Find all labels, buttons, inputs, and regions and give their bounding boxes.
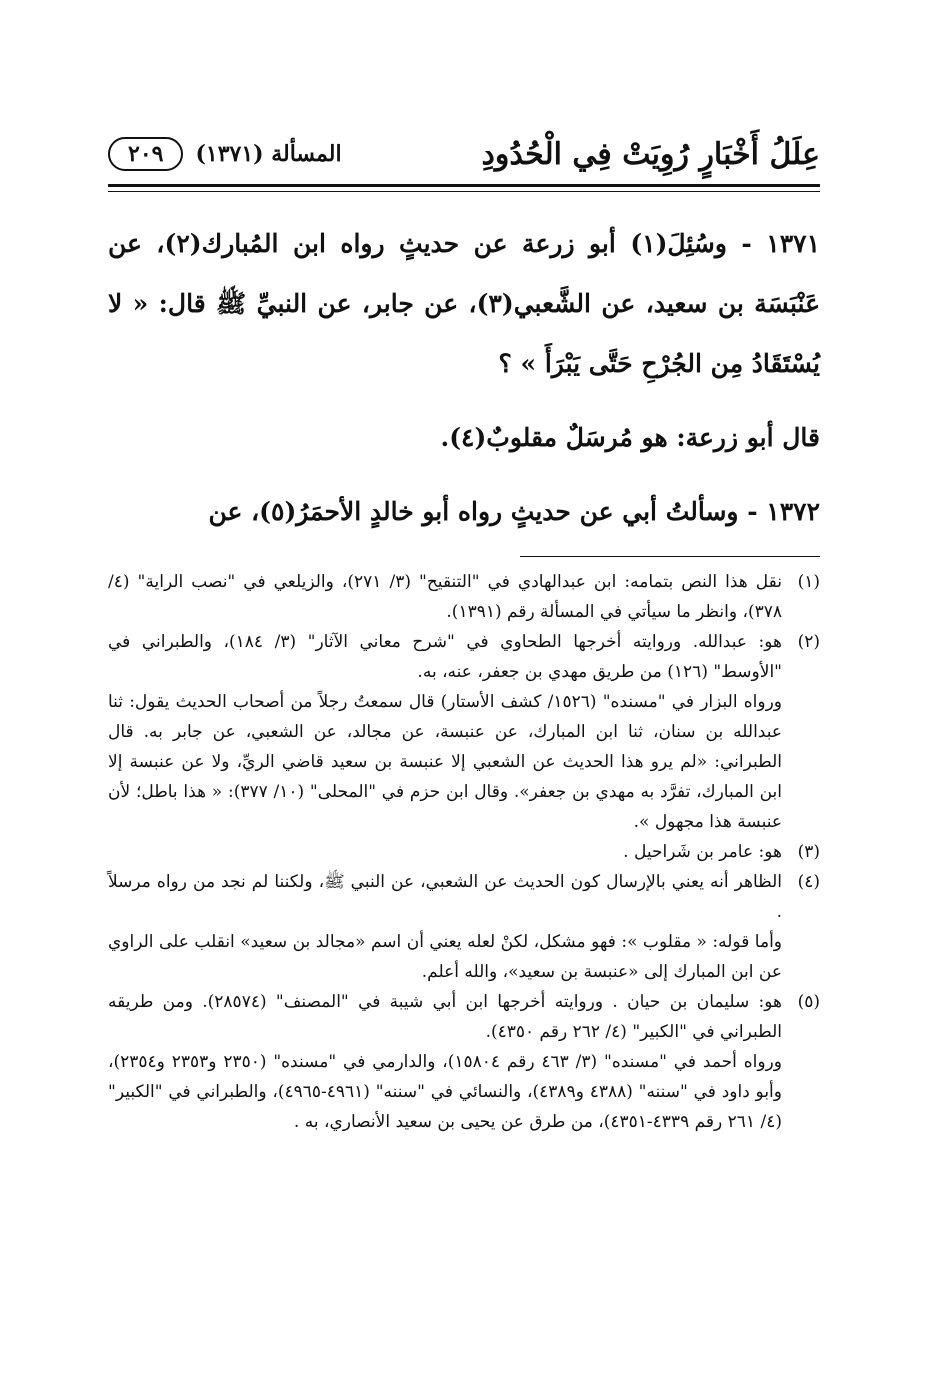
footnote-text: ورواه البزار في "مسنده" (١٥٢٦/ كشف الأستار) قال سمعتُ رجلاً من أصحاب الحديث يقول: ثنا عبدالله بن سنان، ثنا ابن المبارك، عن عنبسة، عن مجالد، عن الشعبي، عن جابر به. قال الطبراني: «لم يرو هذا الحديث عن الشعبي إلا عنبسة بن سعيد قاضي الريِّ، ولا عن عنبسة إلا ابن المبارك، تفرَّد به مهدي بن جعفر». وقال ابن حزم في "المحلى" (١٠/ ٣٧٧): « هذا باطل؛ لأن عنبسة هذا مجهول ». (108, 692, 783, 832)
footnote-text: وأما قوله: « مقلوب »: فهو مشكل، لكنْ لعله يعني أن اسم «مجالد بن سعيد» انقلب على الراوي عن ابن المبارك إلى «عنبسة بن سعيد»، والله أعلم. (108, 932, 782, 982)
footnote-number: (١) (797, 572, 820, 592)
footnote-text: هو: سليمان بن حيان . وروايته أخرجها ابن أبي شيبة في "المصنف" (٢٨٥٧٤). ومن طريقه الطبراني في "الكبير" (٤/ ٢٦٢ رقم ٤٣٥٠). (108, 992, 782, 1042)
footnotes (108, 567, 820, 1137)
footnote-2 (108, 627, 820, 837)
footnote-body (108, 837, 782, 867)
footnote-text: الظاهر أنه يعني بالإرسال كون الحديث عن الشعبي، عن النبي ﷺ، ولكننا لم نجد من رواه مرسلاً . (108, 872, 782, 922)
header-rule (108, 184, 820, 192)
main-text (108, 214, 820, 542)
footnote-text: هو: عامر بن شَراحيل . (623, 842, 782, 862)
issue-1371-answer: قال أبو زرعة: هو مُرسَلٌ مقلوبٌ(٤). (440, 423, 820, 452)
footnote-number: (٤) (797, 872, 820, 892)
page (108, 128, 820, 1137)
footnote-body (108, 987, 782, 1137)
footnote-5 (108, 987, 820, 1137)
footnote-4 (108, 867, 820, 987)
book-title: عِلَلُ أَخْبَارٍ رُوِيَتْ فِي الْحُدُودِ (481, 136, 820, 172)
footnote-divider (520, 556, 820, 557)
footnote-number: (٣) (797, 842, 820, 862)
running-header (108, 128, 820, 180)
footnote-text: نقل هذا النص بتمامه: ابن عبدالهادي في "التنقيح" (٣/ ٢٧١)، والزيلعي في "نصب الراية" (٤/ ٣٧٨)، وانظر ما سيأتي في المسألة رقم (١٣٩١). (108, 572, 782, 622)
footnote-number: (٥) (797, 992, 820, 1012)
footnote-text: ورواه أحمد في "مسنده" (٣/ ٤٦٣ رقم ١٥٨٠٤)، والدارمي في "مسنده" (٢٣٥٠ و٢٣٥٣ و٢٣٥٤)، وأبو داود في "سننه" (٤٣٨٨ و٤٣٨٩)، والنسائي في "سننه" (٤٩٦١-٤٩٦٥)، والطبراني في "الكبير" (٤/ ٢٦١ رقم ٤٣٣٩-٤٣٥١)، من طرق عن يحيى بن سعيد الأنصاري، به . (108, 1052, 782, 1132)
issue-1371-question: ١٣٧١ - وسُئِلَ(١) أبو زرعة عن حديثٍ رواه ابن المُبارك(٢)، عن عَنْبَسَة بن سعيد، عن الشَّعبي(٣)، عن جابر، عن النبيِّ ﷺ قال: « لا يُسْتَقَادُ مِن الجُرْحِ حَتَّى يَبْرَأَ » ؟ (108, 229, 820, 378)
footnote-body (108, 867, 782, 987)
footnote-text: هو: عبدالله. وروايته أخرجها الطحاوي في "شرح معاني الآثار" (٣/ ١٨٤)، والطبراني في "الأوسط" (١٢٦) من طريق مهدي بن جعفر، عنه، به. (108, 632, 782, 682)
footnote-body (108, 567, 782, 627)
issue-1372-question: ١٣٧٢ - وسألتُ أبي عن حديثٍ رواه أبو خالدٍ الأحمَرُ(٥)، عن (208, 497, 820, 526)
footnote-body (108, 627, 782, 837)
footnote-1 (108, 567, 820, 627)
footnote-number: (٢) (797, 632, 820, 652)
issue-label: المسألة (١٣٧١) (195, 141, 342, 167)
page-number-badge: ٢٠٩ (108, 137, 183, 171)
header-left-group (108, 137, 342, 171)
footnote-3 (108, 837, 820, 867)
